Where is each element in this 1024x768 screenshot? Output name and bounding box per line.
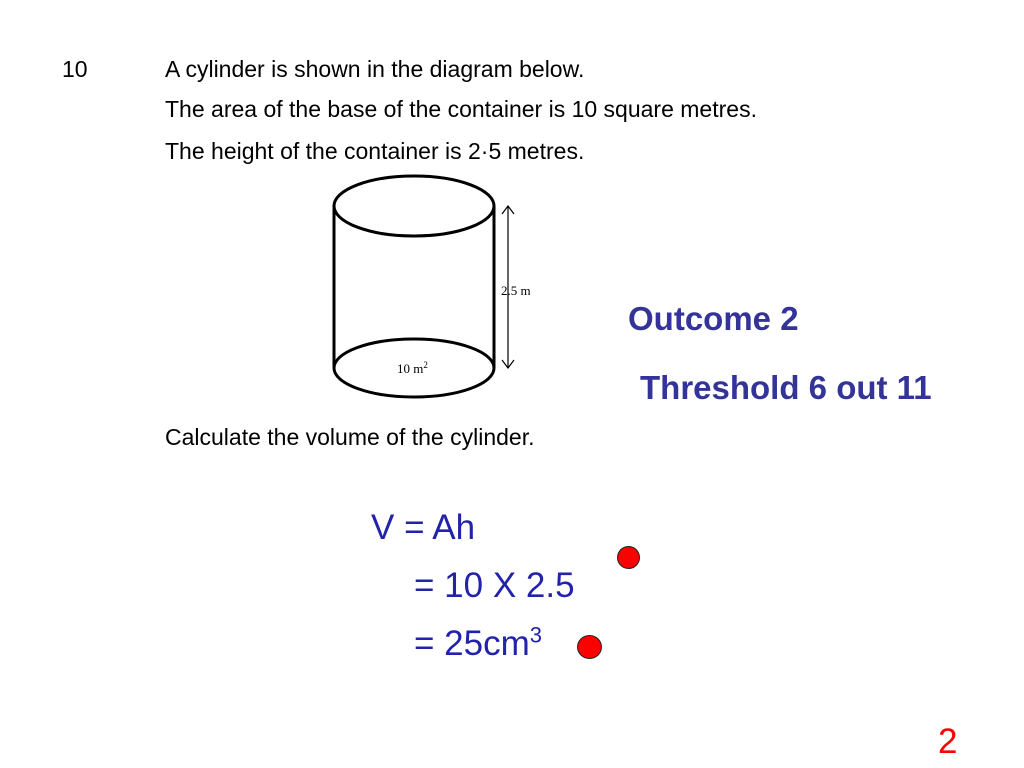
working-substitution: = 10 X 2.5 — [414, 566, 575, 605]
question-line-1: A cylinder is shown in the diagram below. — [165, 56, 585, 82]
working-answer — [414, 624, 542, 664]
question-line-3: The height of the container is 2·5 metres. — [165, 138, 585, 164]
working-answer-exponent: 3 — [529, 622, 542, 648]
base-area-value: 10 m — [397, 361, 424, 376]
mark-dot-icon — [617, 546, 640, 569]
page-number: 2 — [938, 722, 958, 761]
base-area-exponent: 2 — [423, 360, 428, 370]
question-line-2: The area of the base of the container is 10 square metres. — [165, 96, 757, 122]
threshold-heading: Threshold 6 out 11 — [640, 369, 932, 406]
working-formula: V = Ah — [371, 508, 476, 547]
mark-dot-icon — [577, 635, 602, 659]
base-area-label — [397, 360, 428, 376]
question-number: 10 — [62, 56, 88, 82]
outcome-heading: Outcome 2 — [628, 300, 799, 337]
height-label: 2.5 m — [501, 283, 531, 298]
cylinder-top — [334, 176, 494, 236]
working-answer-value: = 25cm — [414, 624, 530, 663]
question-prompt: Calculate the volume of the cylinder. — [165, 424, 535, 450]
